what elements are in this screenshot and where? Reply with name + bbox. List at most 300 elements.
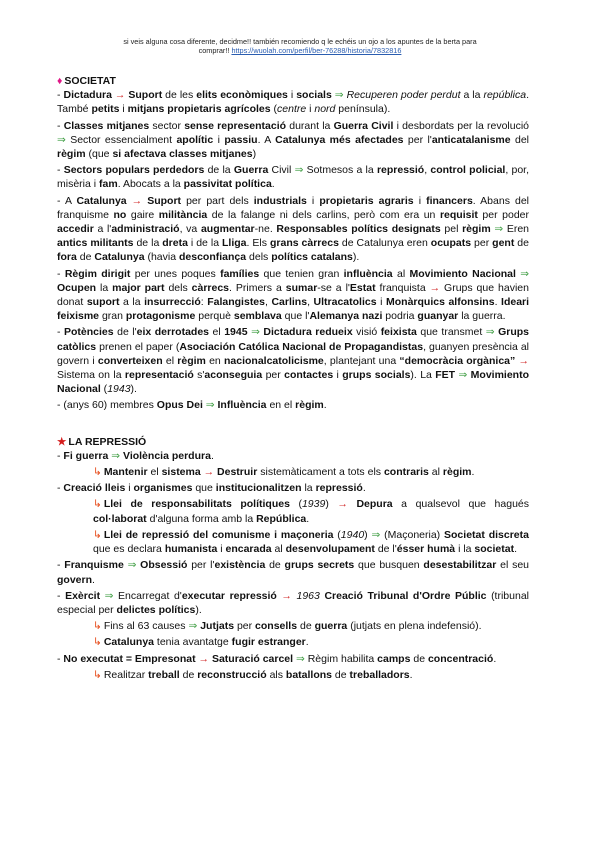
- text-run: i: [125, 482, 134, 495]
- bold-term: ésser humà: [396, 543, 456, 556]
- bold-term: Movimiento Nacional: [57, 369, 529, 396]
- bold-term: camps: [377, 652, 411, 665]
- implies-arrow-icon: ⇒: [515, 267, 530, 280]
- text-run: (jutjats en plena indefensió).: [347, 620, 482, 633]
- bold-term: grups socials: [342, 369, 411, 382]
- text-run: ). La: [410, 369, 436, 382]
- bold-term: si afectava classes mitjanes: [112, 148, 253, 161]
- bold-term: mitjans propietaris agrícoles: [127, 103, 271, 116]
- implies-arrow-icon: ⇒: [188, 620, 198, 633]
- text-run: -: [57, 267, 65, 280]
- text-run: i desbordats per la revolució: [393, 119, 529, 132]
- italic-term: Recuperen poder perdut: [346, 89, 461, 102]
- bold-term: Sectors populars perdedors: [63, 164, 205, 177]
- text-run: a la: [460, 89, 484, 102]
- text-run: prenen el paper (: [96, 340, 180, 353]
- bold-term: Catalunya més afectades: [275, 133, 404, 146]
- text-run: - (anys 60) membres: [57, 399, 157, 412]
- bold-term: Ocupen: [57, 281, 97, 294]
- bold-term: aconseguia: [204, 369, 263, 382]
- text-run: -: [57, 652, 64, 665]
- repressio-paragraph: [57, 558, 529, 586]
- text-run: en el: [266, 399, 296, 412]
- bold-term: Lliga: [222, 237, 247, 250]
- bold-term: encarada: [225, 543, 272, 556]
- implies-arrow-icon: ⇒: [485, 326, 495, 339]
- text-run: Règim habilita: [307, 652, 378, 665]
- text-run: a la: [119, 296, 145, 309]
- repressio-paragraph: [57, 481, 529, 495]
- bold-term: Exèrcit: [65, 589, 101, 602]
- text-run: en: [205, 354, 224, 367]
- bold-term: converteixen: [97, 354, 163, 367]
- bold-term: règim: [177, 354, 206, 367]
- sub-arrow-icon: ↳: [93, 528, 102, 541]
- text-run: s': [193, 369, 205, 382]
- text-run: .: [471, 466, 475, 479]
- section-title: SOCIETAT: [64, 75, 116, 87]
- text-run: (: [289, 498, 302, 511]
- bold-term: petits: [91, 103, 120, 116]
- bold-term: antics militants: [57, 237, 134, 250]
- bold-term: desconfiança: [178, 251, 247, 264]
- bold-term: Destruir: [217, 466, 258, 479]
- text-run: per l': [187, 559, 215, 572]
- text-run: -: [57, 449, 64, 462]
- bold-term: eix derrotades: [136, 326, 210, 339]
- text-run: de la: [204, 164, 234, 177]
- text-run: que es declara: [93, 543, 165, 556]
- bold-term: treballadors: [349, 668, 410, 681]
- text-run: franquista: [375, 281, 430, 294]
- text-run: de: [332, 668, 350, 681]
- text-run: . Abans del franquisme: [57, 194, 529, 221]
- text-run: -: [57, 326, 64, 339]
- bold-term: fora: [57, 251, 77, 264]
- sub-arrow-icon: ↳: [93, 668, 102, 681]
- text-run: , guanyen presència al govern i: [57, 340, 530, 367]
- bold-term: delictes polítics: [116, 603, 196, 616]
- text-run: - A: [57, 194, 77, 207]
- bold-term: control policial: [430, 164, 506, 177]
- text-run: als: [266, 668, 286, 681]
- text-run: i: [413, 194, 427, 207]
- text-run: de: [76, 251, 95, 264]
- text-run: de: [179, 668, 198, 681]
- sub-arrow-icon: ↳: [93, 498, 102, 511]
- bold-term: institucionalitzen: [215, 482, 302, 495]
- bold-term: administració: [111, 223, 180, 236]
- italic-term: 1940: [340, 528, 365, 541]
- right-arrow-icon: →: [276, 589, 297, 602]
- implies-arrow-icon: ⇒: [202, 399, 218, 412]
- bold-term: accedir: [57, 223, 94, 236]
- text-run: .: [306, 512, 310, 525]
- implies-arrow-icon: ⇒: [247, 326, 264, 339]
- text-run: de la: [133, 237, 163, 250]
- text-run: per: [234, 620, 256, 633]
- bold-term: insurrecció: [144, 296, 201, 309]
- text-run: dels: [164, 281, 192, 294]
- text-run: Sector essencialment: [65, 133, 177, 146]
- banner-line-1: si veis alguna cosa diferente, decidme!! también recomiendo q le echéis un ojo a los apuntes de la berta para: [123, 37, 477, 46]
- text-run: dels: [246, 251, 272, 264]
- implies-arrow-icon: ⇒: [371, 528, 381, 541]
- bold-term: semblava: [233, 310, 282, 323]
- profile-link[interactable]: https://wuolah.com/perfil/ber-76288/historia/7832816: [231, 46, 402, 56]
- text-run: que: [192, 482, 216, 495]
- societat-paragraph: [57, 88, 529, 116]
- text-run: de l': [113, 326, 137, 339]
- sub-arrow-icon: ↳: [93, 466, 102, 479]
- banner-line-2: [40, 46, 560, 55]
- text-run: el: [147, 466, 162, 479]
- banner-line-2-text: comprar!!: [198, 46, 232, 56]
- italic-term: 1943: [107, 383, 131, 396]
- text-run: , va: [179, 223, 201, 236]
- text-run: ): [325, 498, 338, 511]
- text-run: .: [514, 543, 518, 556]
- bold-term: contactes: [284, 369, 334, 382]
- bold-term: apolític: [176, 133, 214, 146]
- implies-arrow-icon: ⇒: [293, 652, 308, 665]
- text-run: Encarregat d': [118, 589, 182, 602]
- bold-term: Obsessió: [140, 559, 188, 572]
- italic-term: 1939: [301, 498, 326, 511]
- text-run: que tenien gran: [259, 267, 344, 280]
- bold-term: requisit: [439, 208, 478, 221]
- text-run: gaire: [126, 208, 159, 221]
- text-run: al: [392, 267, 410, 280]
- text-run: (: [333, 528, 341, 541]
- bold-term: grups secrets: [284, 559, 355, 572]
- bold-term: Alemanya nazi: [309, 310, 383, 323]
- text-run: . A: [257, 133, 276, 146]
- right-arrow-icon: →: [429, 281, 441, 294]
- section-title: LA REPRESSIÓ: [68, 435, 147, 448]
- implies-arrow-icon: ⇒: [100, 589, 119, 602]
- bold-term: Estat: [349, 281, 376, 294]
- text-run: gran: [99, 310, 126, 323]
- text-run: .: [305, 636, 309, 649]
- bold-term: Ideari feixisme: [57, 296, 530, 323]
- text-run: visió: [352, 326, 381, 339]
- text-run: .: [409, 668, 413, 681]
- text-run: (Maçoneria): [380, 528, 445, 541]
- repressio-paragraph: [57, 652, 529, 666]
- bold-term: sumar: [285, 281, 318, 294]
- bold-term: règim: [57, 148, 86, 161]
- text-run: la guerra.: [458, 310, 506, 323]
- text-run: de: [410, 652, 428, 665]
- bold-term: fugir estranger: [231, 636, 306, 649]
- text-run: i: [306, 103, 315, 116]
- text-run: a l': [93, 223, 112, 236]
- text-run: que l': [281, 310, 310, 323]
- text-run: -: [57, 559, 65, 572]
- bold-term: passivitat política: [183, 178, 272, 191]
- notes-content: [57, 72, 529, 684]
- bold-term: grans càrrecs: [269, 237, 339, 250]
- bold-term: industrials: [253, 194, 307, 207]
- bold-term: Responsables polítics designats: [276, 223, 441, 236]
- text-run: -se a l': [317, 281, 350, 294]
- text-run: -: [57, 589, 66, 602]
- text-run: -: [57, 482, 64, 495]
- bold-term: Potències: [64, 326, 114, 339]
- text-run: ): [364, 528, 372, 541]
- text-run: . Primers a: [229, 281, 286, 294]
- bold-term: Societat discreta: [444, 528, 529, 541]
- bold-term: elits econòmiques: [196, 89, 288, 102]
- bold-term: polítics catalans: [271, 251, 353, 264]
- bold-term: FET: [435, 369, 456, 382]
- text-run: . Els: [246, 237, 270, 250]
- bold-term: fam: [99, 178, 118, 191]
- text-run: Sotmesos a la: [303, 164, 377, 177]
- text-run: el: [209, 326, 225, 339]
- bold-term: influència: [343, 267, 393, 280]
- text-run: perquè: [195, 310, 234, 323]
- bold-term: règim: [295, 399, 324, 412]
- text-run: -ne.: [254, 223, 277, 236]
- societat-body: [57, 88, 529, 412]
- text-run: al: [428, 466, 443, 479]
- text-run: per: [262, 369, 285, 382]
- bold-term: sistema: [161, 466, 201, 479]
- implies-arrow-icon: ⇒: [490, 223, 507, 236]
- text-run: i la: [455, 543, 475, 556]
- bold-term: Classes mitjanes: [63, 119, 150, 132]
- bold-term: feixista: [380, 326, 417, 339]
- repressio-body: [57, 449, 529, 682]
- bold-term: Saturació carcel: [211, 652, 294, 665]
- implies-arrow-icon: ⇒: [57, 133, 66, 146]
- sub-arrow-icon: ↳: [93, 620, 102, 633]
- bold-term: Llei de repressió del comunisme i maçoneria: [103, 528, 334, 541]
- text-run: tenia avantatge: [154, 636, 232, 649]
- bold-term: batallons: [285, 668, 333, 681]
- text-run: i: [217, 543, 226, 556]
- bold-term: Llei de responsabilitats polítiques: [103, 498, 290, 511]
- right-arrow-icon: →: [111, 89, 129, 102]
- text-run: sector: [149, 119, 185, 132]
- implies-arrow-icon: ⇒: [294, 164, 304, 177]
- societat-paragraph: [57, 398, 529, 412]
- bold-term: treball: [148, 668, 180, 681]
- bold-term: Catalunya: [76, 194, 127, 207]
- repressio-subpoint: [93, 668, 529, 682]
- bold-term: govern: [57, 573, 93, 586]
- text-run: i: [333, 369, 343, 382]
- bold-term: sense representació: [184, 119, 287, 132]
- text-run: durant la: [286, 119, 334, 132]
- bold-term: Règim dirigit: [64, 267, 131, 280]
- text-run: Fins al 63 causes: [103, 620, 189, 633]
- bold-term: socials: [296, 89, 332, 102]
- bold-term: Opus Dei: [156, 399, 203, 412]
- italic-term: nord: [314, 103, 336, 116]
- text-run: .: [323, 399, 327, 412]
- text-run: de les: [162, 89, 197, 102]
- bold-term: major part: [112, 281, 165, 294]
- italic-term: 1963: [296, 589, 320, 602]
- text-run: :: [200, 296, 208, 309]
- bold-term: organismes: [133, 482, 193, 495]
- bold-term: concentració: [427, 652, 494, 665]
- italic-term: república: [483, 89, 527, 102]
- text-run: i: [213, 133, 225, 146]
- bold-term: Suport: [128, 89, 163, 102]
- right-arrow-icon: →: [126, 194, 148, 207]
- text-run: de: [265, 559, 285, 572]
- repressio-paragraph: [57, 449, 529, 463]
- text-run: -: [57, 164, 64, 177]
- bold-term: no: [113, 208, 127, 221]
- text-run: sistemàticament a tots els: [257, 466, 384, 479]
- diamond-icon: ♦: [57, 75, 63, 87]
- societat-paragraph: [57, 119, 529, 162]
- bold-term: anticatalanisme: [431, 133, 511, 146]
- text-run: . Abocats a la: [117, 178, 184, 191]
- bold-term: No executat = Empresonat: [63, 652, 196, 665]
- bold-term: protagonisme: [125, 310, 196, 323]
- text-run: .: [92, 573, 95, 586]
- right-arrow-icon: →: [515, 354, 529, 367]
- repressio-subpoint: [93, 635, 529, 649]
- text-run: de la falange ni dels carlins, però com era un: [207, 208, 440, 221]
- bold-term: Carlins: [271, 296, 308, 309]
- bold-term: Catalunya: [94, 251, 145, 264]
- repressio-subpoint: [93, 497, 529, 525]
- text-run: per: [471, 237, 493, 250]
- bold-term: militància: [158, 208, 208, 221]
- text-run: Sistema on la: [57, 369, 125, 382]
- text-run: ).: [195, 603, 202, 616]
- text-run: península).: [335, 103, 391, 116]
- bold-term: repressió: [315, 482, 363, 495]
- bold-term: existència: [214, 559, 266, 572]
- bold-term: República: [256, 512, 307, 525]
- right-arrow-icon: →: [195, 652, 212, 665]
- bold-term: dreta: [162, 237, 188, 250]
- implies-arrow-icon: ⇒: [108, 449, 123, 462]
- bold-term: propietaris agraris: [319, 194, 414, 207]
- section-heading-repressio: [57, 435, 529, 449]
- text-run: ,: [424, 164, 431, 177]
- bold-term: règim: [442, 466, 472, 479]
- bold-term: Mantenir: [103, 466, 148, 479]
- bold-term: consells: [255, 620, 298, 633]
- bold-term: gent: [492, 237, 515, 250]
- bold-term: suport: [86, 296, 120, 309]
- bold-term: contraris: [383, 466, 429, 479]
- bold-term: Movimiento Nacional: [409, 267, 516, 280]
- bold-term: humanista: [164, 543, 218, 556]
- text-run: d'alguna forma amb la: [146, 512, 257, 525]
- text-run: , plantejant una: [323, 354, 400, 367]
- bold-term: representació: [124, 369, 194, 382]
- bold-term: Grups catòlics: [57, 326, 529, 353]
- implies-arrow-icon: ⇒: [331, 89, 347, 102]
- repressio-subpoint: [93, 465, 529, 479]
- implies-arrow-icon: ⇒: [455, 369, 471, 382]
- bold-term: 1945: [224, 326, 248, 339]
- bold-term: Creació lleis: [63, 482, 126, 495]
- bold-term: augmentar: [200, 223, 255, 236]
- text-run: ): [252, 148, 257, 161]
- bold-term: Catalunya: [103, 636, 154, 649]
- text-run: de Catalunya eren: [338, 237, 431, 250]
- bold-term: financers: [426, 194, 473, 207]
- bold-term: col·laborat: [93, 512, 147, 525]
- societat-paragraph: [57, 194, 529, 265]
- bold-term: càrrecs: [191, 281, 230, 294]
- text-run: el seu: [496, 559, 530, 572]
- bold-term: Dictadura: [63, 89, 112, 102]
- text-run: del: [510, 133, 530, 146]
- text-run: .: [493, 652, 497, 665]
- bold-term: ocupats: [430, 237, 472, 250]
- bold-term: Suport: [147, 194, 182, 207]
- bold-term: desestabilitzar: [423, 559, 497, 572]
- text-run: , por, misèria i: [57, 164, 529, 191]
- repressio-subpoint: [93, 619, 529, 633]
- text-run: Realitzar: [103, 668, 149, 681]
- bold-term: societat: [474, 543, 515, 556]
- right-arrow-icon: →: [200, 466, 218, 479]
- promo-banner: [40, 37, 560, 56]
- bold-term: guerra: [314, 620, 348, 633]
- bold-term: Dictadura redueix: [263, 326, 353, 339]
- bold-term: Ultracatolics: [313, 296, 377, 309]
- text-run: al: [271, 543, 286, 556]
- bold-term: “democràcia orgànica”: [399, 354, 516, 367]
- bold-term: Guerra Civil: [333, 119, 394, 132]
- bold-term: nacionalcatolicisme: [223, 354, 324, 367]
- bold-term: Franquisme: [64, 559, 124, 572]
- societat-paragraph: [57, 325, 529, 396]
- text-run: per unes poques: [130, 267, 221, 280]
- text-run: la: [96, 281, 113, 294]
- text-run: ,: [265, 296, 272, 309]
- bold-term: Depura: [356, 498, 393, 511]
- societat-paragraph: [57, 267, 529, 324]
- bold-term: passiu: [224, 133, 258, 146]
- bold-term: Jutjats: [200, 620, 235, 633]
- bold-term: reconstrucció: [197, 668, 267, 681]
- bold-term: Asociación Católica Nacional de Propagandistas: [179, 340, 424, 353]
- text-run: que busquen: [354, 559, 424, 572]
- text-run: (: [100, 383, 108, 396]
- text-run: (havia: [144, 251, 179, 264]
- text-run: la: [301, 482, 316, 495]
- text-run: per part dels: [181, 194, 254, 207]
- text-run: .: [271, 178, 275, 191]
- bold-term: guanyar: [417, 310, 459, 323]
- bold-term: executar repressió: [181, 589, 277, 602]
- bold-term: desenvolupament: [285, 543, 375, 556]
- text-run: i: [119, 103, 128, 116]
- text-run: a qualsevol que hagués: [392, 498, 529, 511]
- text-run: i: [306, 194, 320, 207]
- text-run: -: [57, 119, 64, 132]
- text-run: Eren: [506, 223, 530, 236]
- bold-term: Monàrquics alfonsins: [386, 296, 495, 309]
- text-run: (tribunal especial per: [57, 589, 529, 616]
- bold-term: Guerra: [233, 164, 269, 177]
- sub-arrow-icon: ↳: [93, 636, 102, 649]
